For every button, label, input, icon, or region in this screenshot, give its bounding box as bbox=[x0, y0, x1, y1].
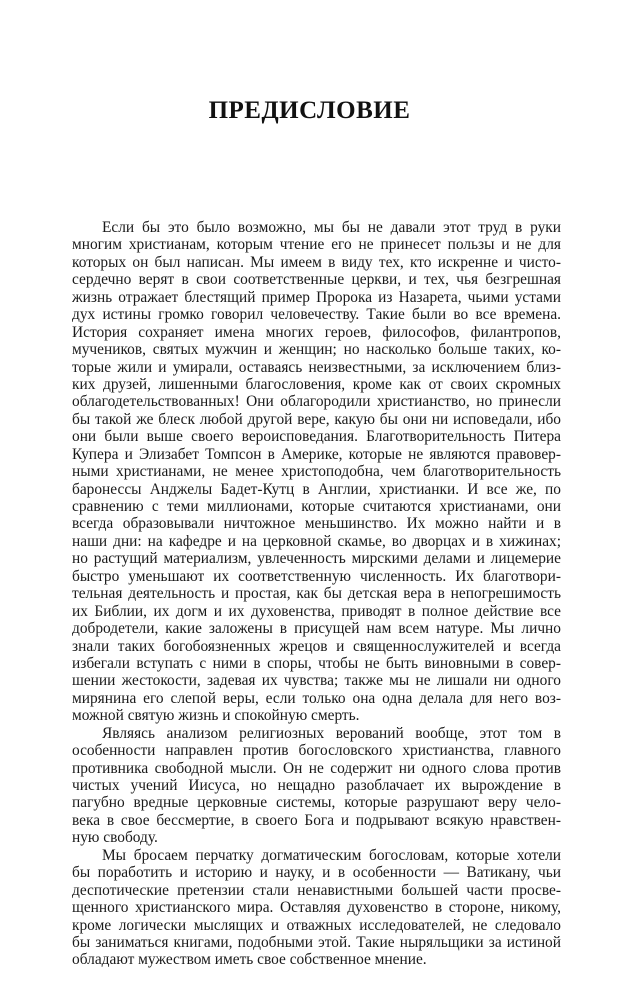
text-line: многим христианам, которым чтение его не принесет пользы и не для bbox=[72, 236, 561, 254]
text-line: сравнению с теми миллионами, которые считаются христианами, они bbox=[72, 498, 561, 515]
text-line: Мы бросаем перчатку догматическим богословам, которые хотели bbox=[102, 846, 561, 864]
text-line: тельная деятельность и простая, как бы детская вера в непогрешимость bbox=[72, 585, 561, 603]
text-line: баронессы Анджелы Бадет-Кутц в Англии, христианки. И все же, по bbox=[72, 480, 561, 498]
text-line: шении жестокости, задевая их чувства; также мы не лишали ни одного bbox=[72, 672, 561, 690]
text-line: кроме логически мыслящих и отважных исследователей, не следовало bbox=[72, 916, 561, 934]
text-line: но растущий материализм, увлеченность мирскими делами и лицемерие bbox=[72, 550, 561, 568]
text-line: избегали вступать с ними в споры, чтобы не быть виновными в совер- bbox=[72, 654, 561, 672]
text-line: жизнь отражает блестящий пример Пророка из Назарета, чьими устами bbox=[72, 288, 561, 306]
text-line: ких друзей, лишенными благословения, кроме как от своих скромных bbox=[72, 375, 561, 393]
text-line: облагодетельствованных! Они облагородили христианство, но принесли bbox=[72, 393, 561, 411]
paragraph-1 bbox=[72, 219, 561, 725]
text-line: мучеников, святых мужчин и женщин; но насколько больше таких, ко- bbox=[72, 341, 561, 359]
paragraph-2 bbox=[72, 725, 561, 847]
paragraph-3 bbox=[72, 847, 561, 969]
text-line: Купера и Элизабет Томпсон в Америке, которые не являются правовер- bbox=[72, 445, 561, 463]
text-line: щенного христианского мира. Оставляя духовенство в стороне, никому, bbox=[72, 899, 561, 917]
text-line: добродетели, какие заложены в присущей нам всем натуре. Мы лично bbox=[72, 620, 561, 638]
text-line: бы заниматься книгами, подобными этой. Такие ныряльщики за истиной bbox=[72, 933, 561, 951]
text-line: противника свободной мысли. Он не содержит ни одного слова против bbox=[72, 759, 561, 777]
text-line: бы такой же блеск любой другой вере, какую бы они ни исповедали, ибо bbox=[72, 410, 561, 428]
text-line: века в свое бессмертие, в своего Бога и подрывают всякую нравствен- bbox=[72, 811, 561, 829]
text-line: Если бы это было возможно, мы бы не давали этот труд в руки bbox=[102, 219, 561, 236]
text-line: торые жили и умирали, оставаясь неизвестными, за исключением близ- bbox=[72, 358, 561, 376]
text-line: особенности направлен против богословского христианства, главного bbox=[72, 742, 561, 760]
text-line: чистых учений Иисуса, но нещадно разоблачает их вырождение в bbox=[72, 777, 561, 794]
text-line: можной святую жизнь и спокойную смерть. bbox=[72, 707, 360, 725]
text-line: деспотические претензии стали ненавистными большей части просве- bbox=[72, 881, 561, 899]
text-line: бы поработить и историю и науку, и в особенности — Ватикану, чьи bbox=[72, 864, 561, 882]
text-line: которых он был написан. Мы имеем в виду тех, кто искренне и чисто- bbox=[72, 253, 561, 271]
text-line: знали таких богобоязненных жрецов и священнослужителей и всегда bbox=[72, 637, 561, 655]
text-line: быстро уменьшают их соответственную численность. Их благотвори- bbox=[72, 567, 561, 585]
text-line: наши дни: на кафедре и на церковной скамье, во дворцах и в хижинах; bbox=[72, 532, 561, 550]
text-line: Являясь анализом религиозных верований вообще, этот том в bbox=[102, 724, 561, 742]
text-line: сердечно верят в свои соответственные церкви, и тех, чья безгрешная bbox=[72, 271, 561, 289]
text-line: они были выше своего вероисповедания. Благотворительность Питера bbox=[72, 428, 561, 446]
page-title: ПРЕДИСЛОВИЕ bbox=[208, 97, 411, 124]
text-line: обладают мужеством иметь свое собственное мнение. bbox=[72, 951, 427, 969]
text-line: пагубно вредные церковные системы, которые разрушают веру чело- bbox=[72, 794, 561, 812]
text-line: всегда образовывали ничтожное меньшинство. Их можно найти и в bbox=[72, 515, 561, 533]
text-line: дух истины громко говорил человечеству. Такие были во все времена. bbox=[72, 306, 561, 324]
text-line: их Библии, их догм и их духовенства, приводят в полное действие все bbox=[72, 602, 561, 620]
document-body bbox=[72, 219, 561, 969]
text-line: ную свободу. bbox=[72, 829, 158, 847]
text-line: ными христианами, не менее христоподобна, чем благотворительность bbox=[72, 463, 561, 481]
text-line: История сохраняет имена многих героев, философов, филантропов, bbox=[72, 323, 561, 341]
text-line: мирянина его слепой веры, если только она одна делала для него воз- bbox=[72, 689, 561, 707]
